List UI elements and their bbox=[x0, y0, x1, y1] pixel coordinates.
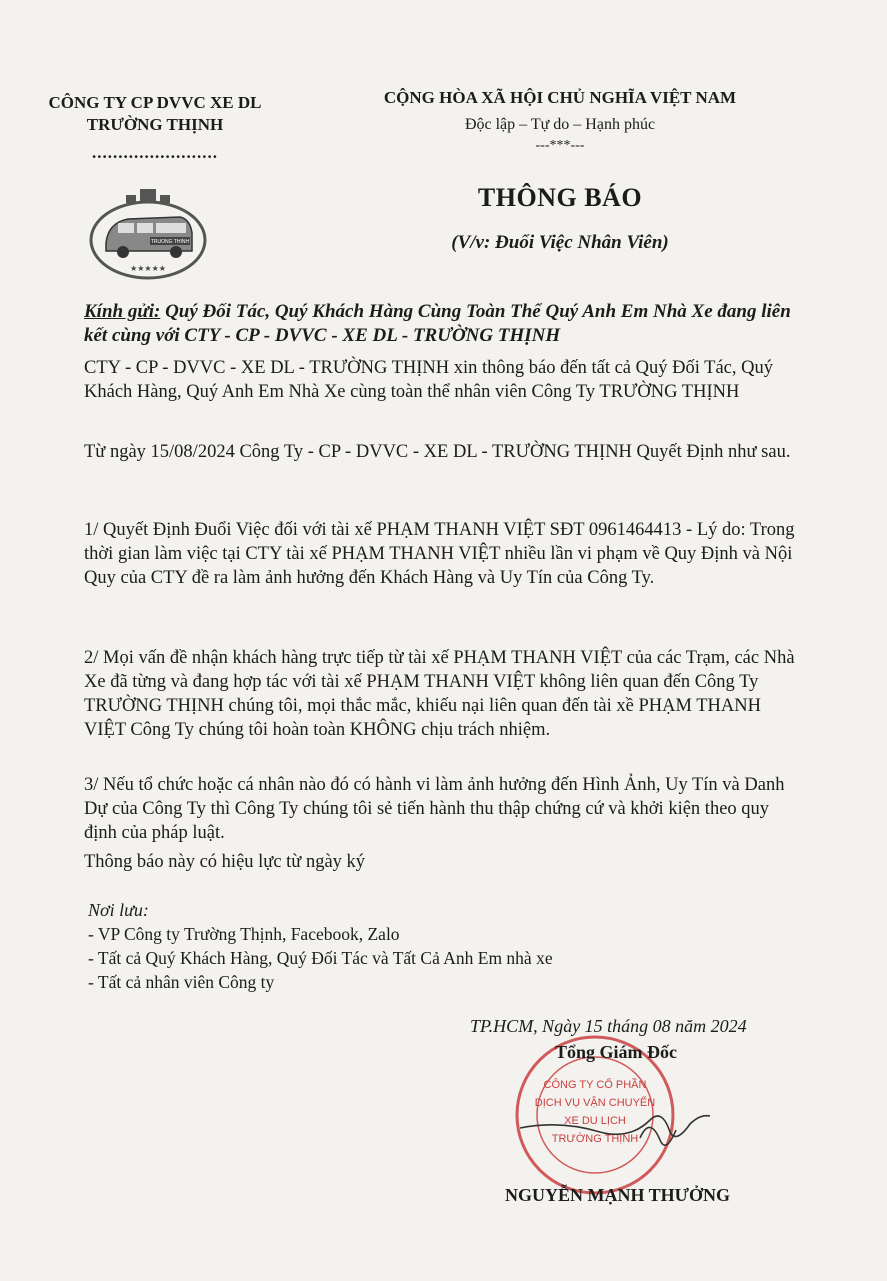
nation-header bbox=[330, 88, 790, 154]
decision-item-2: 2/ Mọi vấn đề nhận khách hàng trực tiếp từ tài xế PHẠM THANH VIỆT của các Trạm, các Nhà Xe đã từng và đang hợp tác với tài xế PHẠM THANH VIỆT không liên quan đến Công Ty TRƯỜNG THỊNH chúng tôi, mọi thắc mắc, khiếu nại liên quan đến tài xề PHẠM THANH VIỆT Công Ty chúng tôi hoàn toàn KHÔNG chịu trách nhiệm. bbox=[84, 648, 795, 740]
decision-item-3: 3/ Nếu tổ chức hoặc cá nhân nào đó có hành vi làm ảnh hưởng đến Hình Ảnh, Uy Tín và Danh Dự của Công Ty thì Công Ty chúng tôi sẻ tiến hành thu thập chứng cứ và khởi kiện theo quy định của pháp luật. bbox=[84, 775, 785, 843]
effective-note: Thông báo này có hiệu lực từ ngày ký bbox=[84, 852, 366, 872]
company-logo-icon bbox=[88, 185, 208, 285]
seal-line4: TRƯỜNG THỊNH bbox=[551, 1133, 639, 1145]
cc-label: Nơi lưu: bbox=[88, 900, 149, 920]
document-title: THÔNG BÁO bbox=[477, 183, 643, 212]
signer-name: NGUYỄN MẠNH THƯỞNG bbox=[505, 1185, 730, 1205]
header-stars: ---***--- bbox=[535, 138, 585, 153]
company-name-line1: CÔNG TY CP DVVC XE DL bbox=[48, 93, 262, 112]
cc-list bbox=[88, 922, 553, 994]
seal-line3: XE DU LỊCH bbox=[564, 1115, 626, 1127]
decision-item-1: 1/ Quyết Định Đuổi Việc đối với tài xế PHẠM THANH VIỆT SĐT 0961464413 - Lý do: Trong thời gian làm việc tại CTY tài xế PHẠM THANH VIỆT nhiều lần vi phạm về Quy Định và Nội Quy của CTY đề ra làm ảnh hưởng đến Khách Hàng và Uy Tín của Công Ty. bbox=[84, 520, 795, 588]
header-dots: ........................ bbox=[92, 143, 218, 162]
signer-role: Tổng Giám Đốc bbox=[555, 1042, 678, 1062]
signature-dateline: TP.HCM, Ngày 15 tháng 08 năm 2024 bbox=[470, 1016, 747, 1036]
svg-text:★★★★★: ★★★★★ bbox=[130, 264, 166, 273]
company-name-line2: TRƯỜNG THỊNH bbox=[86, 115, 224, 134]
cc-item: - Tất cả Quý Khách Hàng, Quý Đối Tác và Tất Cả Anh Em nhà xe bbox=[88, 948, 553, 968]
nation-name: CỘNG HÒA XÃ HỘI CHỦ NGHĨA VIỆT NAM bbox=[383, 88, 737, 107]
document-subtitle: (V/v: Đuổi Việc Nhân Viên) bbox=[451, 232, 669, 253]
paragraph-intro: CTY - CP - DVVC - XE DL - TRƯỜNG THỊNH xin thông báo đến tất cả Quý Đối Tác, Quý Khách Hàng, Quý Anh Em Nhà Xe cùng toàn thể nhân viên Công Ty TRƯỜNG THỊNH bbox=[84, 358, 773, 402]
greeting bbox=[84, 300, 814, 348]
seal-line2: DỊCH VỤ VẬN CHUYỂN bbox=[534, 1097, 656, 1109]
paragraph-decision: Từ ngày 15/08/2024 Công Ty - CP - DVVC - XE DL - TRƯỜNG THỊNH Quyết Định như sau. bbox=[84, 442, 791, 462]
greeting-text: Quý Đối Tác, Quý Khách Hàng Cùng Toàn Thể Quý Anh Em Nhà Xe đang liên kết cùng với CTY - CP - DVVC - XE DL - TRƯỜNG THỊNH bbox=[84, 301, 791, 346]
cc-item: - VP Công ty Trường Thịnh, Facebook, Zalo bbox=[88, 924, 400, 944]
cc-item: - Tất cả nhân viên Công ty bbox=[88, 972, 275, 992]
greeting-label: Kính gửi: bbox=[84, 301, 161, 322]
logo-text: TRUONG THINH bbox=[150, 239, 190, 245]
seal-line1: CÔNG TY CỔ PHẦN bbox=[543, 1079, 647, 1091]
company-header bbox=[30, 92, 280, 164]
nation-motto: Độc lập – Tự do – Hạnh phúc bbox=[464, 116, 656, 133]
